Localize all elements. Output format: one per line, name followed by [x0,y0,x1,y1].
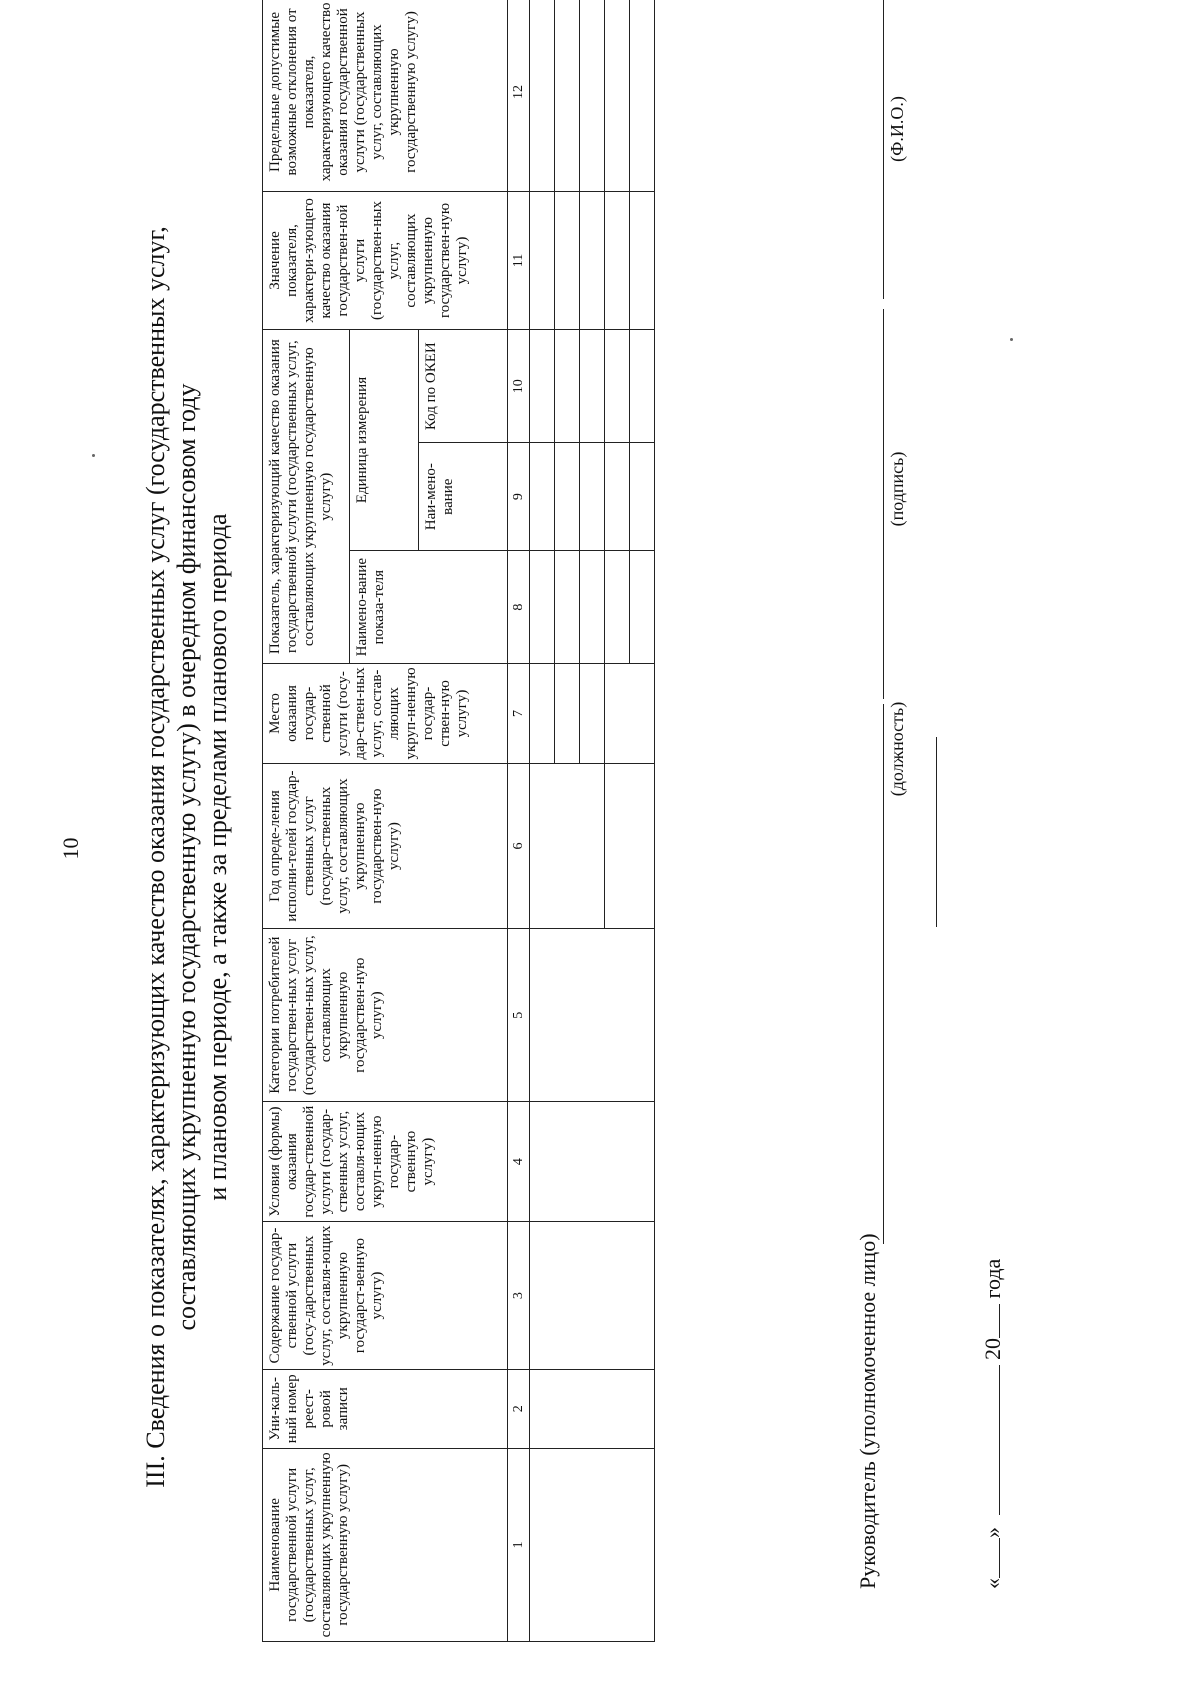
table-cell [630,330,655,443]
header-service-place: Место оказания государ-ственной услуги (госу-дар-ствен-ных услуг, состав-ляющих укруп-ненную государ-ствен-ную услугу) [263,664,508,763]
column-number: 8 [508,551,530,664]
table-cell [605,763,655,929]
table-cell [580,551,605,664]
title-line-2: составляющих укрупненную государственную услугу) в очередном финансовом году [172,383,201,1331]
column-number-row [508,0,530,1642]
scan-speck [92,454,95,457]
table-cell [580,191,605,329]
table-cell [630,551,655,664]
scan-speck [1010,338,1013,341]
header-indicator-group: Показатель, характеризующий качество оказания государственной услуги (государственных услуг, составляющих укрупненную государственную услугу) [263,330,350,664]
header-unit-group: Единица измерения [350,330,419,551]
table-cell [555,191,580,329]
table-cell [530,1102,655,1222]
column-number: 5 [508,929,530,1102]
name-line [855,0,884,299]
header-determination-year: Год опреде-ления исполни-телей государ-ственных услуг (государ-ственных услуг, составляющих укрупненную государствен-ную услугу) [263,763,508,929]
header-indicator-name: Наимено-вание показа-теля [350,551,508,664]
table-header-row [263,0,350,1642]
indicators-table [262,0,655,1642]
date-close-quote: » [980,1527,1005,1538]
header-registry-number: Уни-каль-ный номер реест-ровой записи [263,1369,508,1448]
table-cell [530,0,555,191]
signature-caption: (подпись) [887,451,907,527]
table-cell [530,1369,655,1448]
table-cell [605,664,655,763]
table-cell [580,443,605,551]
signature-line [855,309,884,699]
table-cell [605,551,630,664]
header-allowed-deviations: Предельные допустимые возможные отклонения от показателя, характеризующего качество оказания государственной услуги (государственных услуг, составляющих укрупненную государственную услугу) [263,0,508,191]
header-service-name: Наименование государственной услуги (государственных услуг, составляющих укрупненную государственную услугу) [263,1448,508,1641]
table-cell [530,191,555,329]
table-cell [530,664,555,763]
column-number: 12 [508,0,530,191]
table-cell [630,191,655,329]
column-number: 1 [508,1448,530,1641]
table-cell [580,0,605,191]
position-caption: (должность) [887,701,907,797]
table-cell [530,763,605,929]
page-number: 10 [58,837,83,860]
head-label: Руководитель (уполномоченное лицо) [855,1233,880,1589]
header-unit-name: Наи-мено-вание [419,443,508,551]
header-service-conditions: Условия (формы) оказания государ-ственной услуги (государ-ственных услуг, составля-ющих укруп-ненную государ-ственную услугу) [263,1102,508,1222]
table-cell [605,443,630,551]
title-line-3: и плановом периоде, а также за пределами планового периода [203,513,232,1201]
date-line [980,1259,1006,1589]
century: 20 [980,1338,1005,1360]
year-blank [999,1304,1000,1338]
table-cell [555,0,580,191]
header-okei-code: Код по ОКЕИ [419,330,508,443]
section-title [140,77,233,1637]
column-number: 6 [508,763,530,929]
table-cell [555,443,580,551]
column-number: 7 [508,664,530,763]
table-cell [530,443,555,551]
month-blank [999,1366,1000,1516]
header-service-content: Содержание государ-ственной услуги (госу-дарственных услуг, составля-ющих укрупненную государст-венную услугу) [263,1222,508,1370]
column-number: 2 [508,1369,530,1448]
table-cell [530,929,655,1102]
table-cell [555,551,580,664]
column-number: 11 [508,191,530,329]
table-cell [630,0,655,191]
table-cell [605,0,630,191]
table-row [530,0,555,1642]
header-indicator-value: Значение показателя, характери-зующего качество оказания государствен-ной услуги (государствен-ных услуг, составляющих укрупненную государствен-ную услугу) [263,191,508,329]
name-caption: (Ф.И.О.) [887,96,907,162]
table-cell [605,191,630,329]
table-cell [580,330,605,443]
column-number: 10 [508,330,530,443]
header-consumer-categories: Категории потребителей государствен-ных услуг (государствен-ных услуг, составляющих укрупненную государствен-ную услугу) [263,929,508,1102]
position-line [855,704,884,1244]
table-cell [530,1222,655,1370]
table-cell [555,664,580,763]
table-cell [605,330,630,443]
year-word: года [980,1258,1005,1299]
table-cell [530,330,555,443]
column-number: 4 [508,1102,530,1222]
table-cell [630,443,655,551]
table-cell [530,1448,655,1641]
column-number: 3 [508,1222,530,1370]
table-cell [555,330,580,443]
separator-line [935,737,937,927]
day-blank [999,1538,1000,1578]
column-number: 9 [508,443,530,551]
title-line-1: III. Сведения о показателях, характеризующих качество оказания государственных услуг (государственных услуг, [141,226,170,1488]
table-cell [530,551,555,664]
date-open-quote: « [980,1578,1005,1589]
table-cell [580,664,605,763]
